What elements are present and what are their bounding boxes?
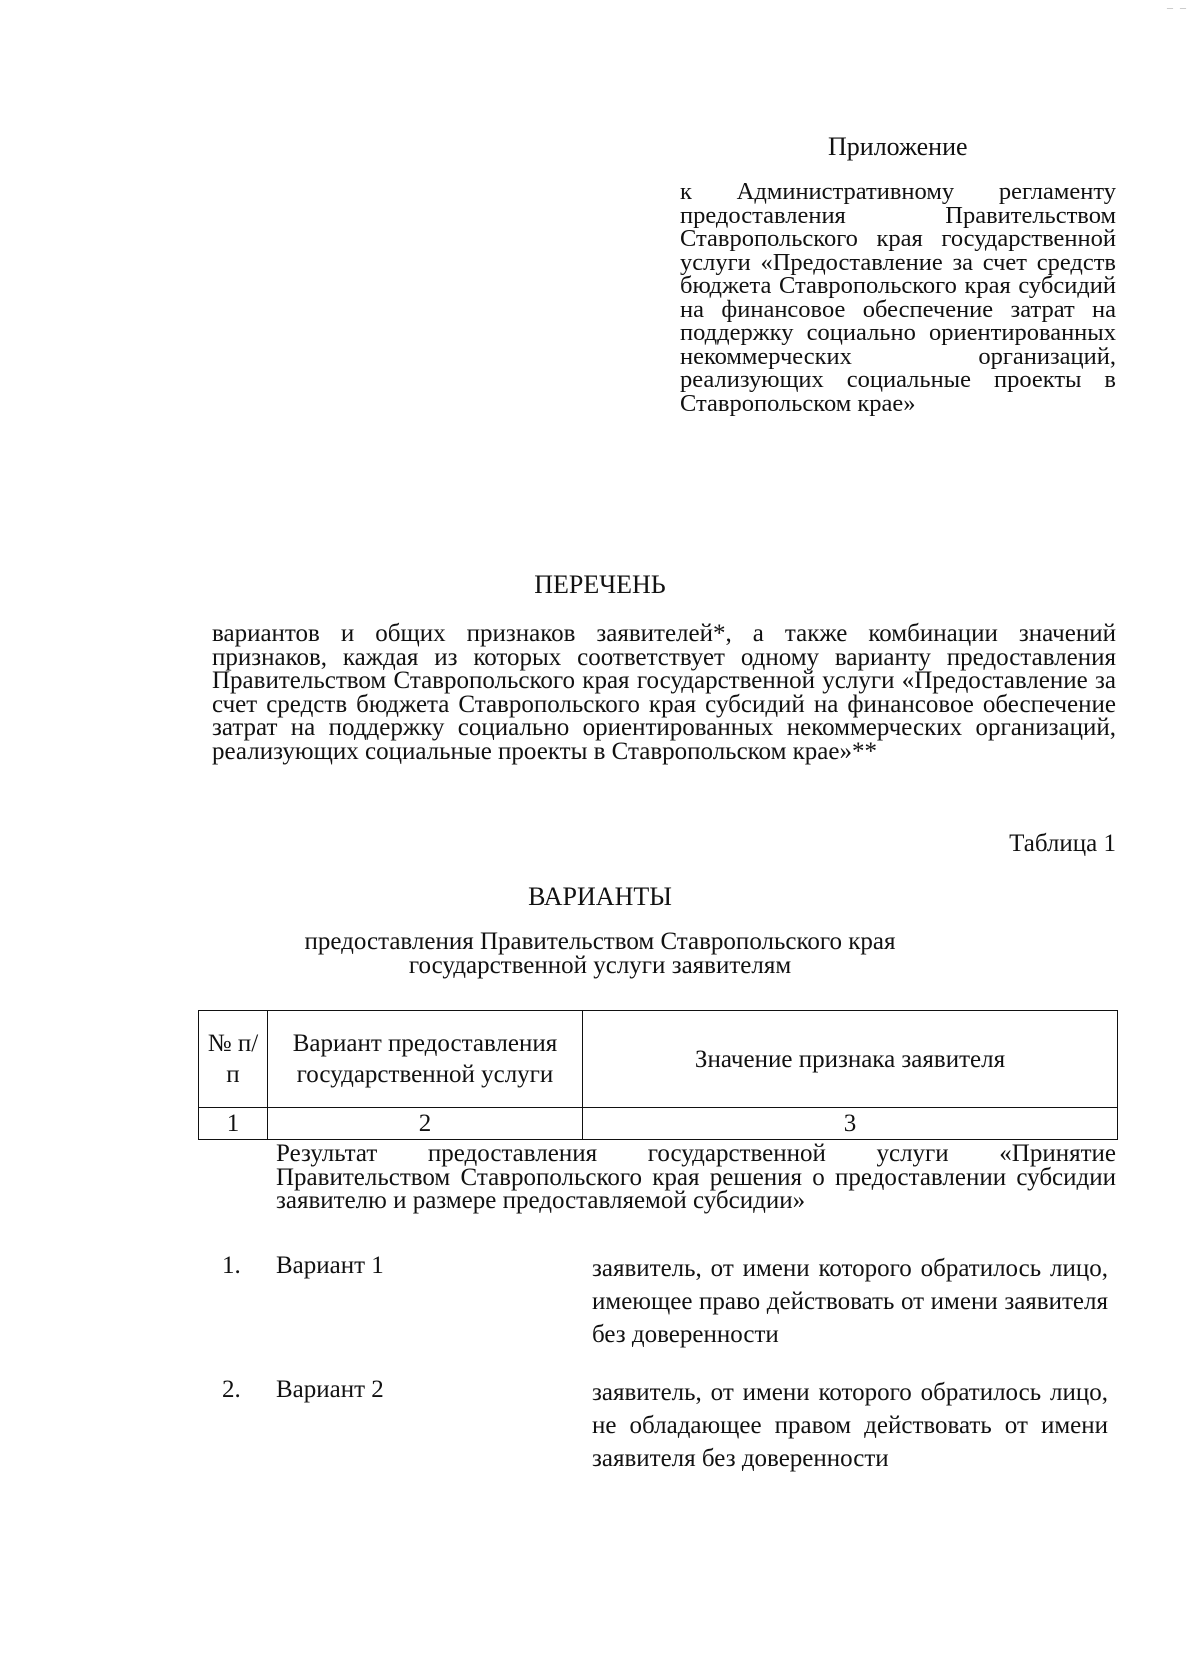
column-number-cell: 1 bbox=[199, 1108, 268, 1140]
column-number-cell: 3 bbox=[583, 1108, 1118, 1140]
row-number: 2. bbox=[222, 1376, 241, 1403]
result-text: Результат предоставления государственной услуги «Принятие Правительством Ставропольского края решения о предоставлении субсидии заявителю и размере предоставляемой субсидии» bbox=[276, 1140, 1116, 1214]
variants-title: ВАРИАНТЫ bbox=[528, 882, 672, 911]
corner-mark: – – bbox=[1167, 0, 1188, 14]
row-value: заявитель, от имени которого обратилось лицо, не обладающее правом действовать от имени заявителя без доверенности bbox=[592, 1379, 1108, 1472]
row-variant: Вариант 2 bbox=[276, 1376, 384, 1403]
table-column-numbers-row bbox=[199, 1108, 1118, 1140]
table-label: Таблица 1 bbox=[1009, 830, 1116, 857]
header-cell-number: № п/п bbox=[199, 1011, 268, 1108]
row-value: заявитель, от имени которого обратилось лицо, имеющее право действовать от имени заявителя без доверенности bbox=[592, 1255, 1108, 1348]
appendix-text: к Административному регламенту предоставления Правительством Ставропольского края государственной услуги «Предоставление за счет средств бюджета Ставропольского края субсидий на финансовое обеспечение затрат на поддержку социально ориентированных некоммерческих организаций, реализующих социальные проекты в Ставропольском крае» bbox=[680, 178, 1116, 417]
appendix-title: Приложение bbox=[828, 132, 968, 161]
row-variant: Вариант 1 bbox=[276, 1252, 384, 1279]
column-number-cell: 2 bbox=[268, 1108, 583, 1140]
row-number: 1. bbox=[222, 1252, 241, 1279]
header-cell-variant: Вариант предоставления государственной услуги bbox=[268, 1011, 583, 1108]
table-header-row bbox=[199, 1011, 1118, 1108]
list-title: ПЕРЕЧЕНЬ bbox=[534, 570, 666, 599]
variants-subtitle: предоставления Правительством Ставропольского края государственной услуги заявителям bbox=[304, 928, 896, 979]
variants-header-table bbox=[198, 1010, 1118, 1140]
list-text: вариантов и общих признаков заявителей*, а также комбинации значений признаков, каждая из которых соответствует одному варианту предоставления Правительством Ставропольского края государственной услуги «Предоставление за счет средств бюджета Ставропольского края субсидий на финансовое обеспечение затрат на поддержку социально ориентированных некоммерческих организаций, реализующих социальные проекты в Ставропольском крае»** bbox=[212, 620, 1116, 765]
header-cell-value: Значение признака заявителя bbox=[583, 1011, 1118, 1108]
